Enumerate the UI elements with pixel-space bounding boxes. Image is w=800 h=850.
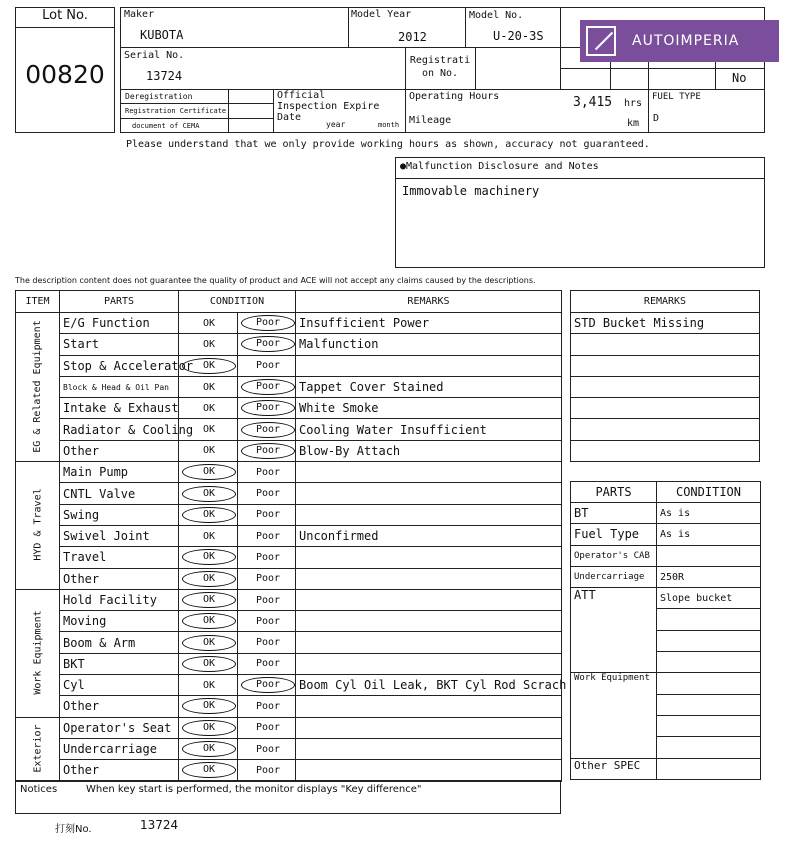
poor-cell <box>238 760 296 781</box>
lot-number: 00820 <box>25 60 105 89</box>
part-name: Other <box>60 568 179 589</box>
remark-cell <box>296 589 562 610</box>
condition-table <box>15 290 567 782</box>
stamp-number: 13724 <box>140 818 179 832</box>
ok-cell <box>179 653 238 674</box>
poor-cell <box>238 376 296 397</box>
remark-cell <box>296 483 562 504</box>
serial-label: Serial No. <box>124 50 185 61</box>
ok-cell <box>179 483 238 504</box>
remark-cell <box>296 611 562 632</box>
ok-cell <box>179 462 238 483</box>
other-value <box>657 758 761 779</box>
att-value: Slope bucket <box>657 588 761 609</box>
ok-mark: OK <box>182 720 236 736</box>
ok-mark: OK <box>182 464 236 480</box>
remark-cell <box>296 738 562 759</box>
month-label: month <box>378 121 400 129</box>
category-label: Exterior <box>32 723 44 773</box>
category-label: EG & Related Equipment <box>32 319 44 453</box>
table-row <box>571 313 760 334</box>
work-value <box>657 694 761 715</box>
poor-cell <box>238 398 296 419</box>
poor-cell <box>238 589 296 610</box>
att-value <box>657 609 761 630</box>
table-row <box>16 568 562 589</box>
table-row <box>571 524 761 545</box>
other-label: Other SPEC <box>571 758 657 779</box>
table-row <box>16 504 562 525</box>
part-name: Main Pump <box>60 462 179 483</box>
table-row <box>16 419 562 440</box>
ok-cell <box>179 355 238 376</box>
part-name: E/G Function <box>60 313 179 334</box>
ok-mark: OK <box>182 635 236 651</box>
ok-cell <box>179 547 238 568</box>
ok-mark: OK <box>202 381 216 393</box>
part-name: Other <box>60 696 179 717</box>
ok-mark: OK <box>182 571 236 587</box>
part-name: Start <box>60 334 179 355</box>
part-name: Moving <box>60 611 179 632</box>
maker-value: KUBOTA <box>140 28 184 42</box>
att-value <box>657 630 761 651</box>
header-remarks: REMARKS <box>296 291 562 313</box>
fuel-type-label: FUEL TYPE <box>652 92 701 102</box>
att-value <box>657 652 761 673</box>
part-name: BKT <box>60 653 179 674</box>
ok-mark: OK <box>182 656 236 672</box>
remark-cell: White Smoke <box>296 398 562 419</box>
part-name: Block & Head & Oil Pan <box>60 376 179 397</box>
dereg-label: Deregistration <box>125 92 193 101</box>
right-condition-header: CONDITION <box>657 482 761 503</box>
work-label: Work Equipment <box>571 673 657 758</box>
category-cell <box>16 717 60 781</box>
remark-cell <box>296 355 562 376</box>
poor-mark: Poor <box>255 530 281 542</box>
ok-cell <box>179 675 238 696</box>
ok-cell <box>179 717 238 738</box>
right-remark-cell: STD Bucket Missing <box>571 313 760 334</box>
table-row <box>16 675 562 696</box>
fuel-type-value: D <box>653 113 660 124</box>
right-parts-table <box>570 481 761 780</box>
poor-cell <box>238 632 296 653</box>
poor-mark: Poor <box>255 360 281 372</box>
ok-mark: OK <box>182 507 236 523</box>
category-cell <box>16 462 60 590</box>
logo-text: AUTOIMPERIA <box>632 33 740 49</box>
ok-mark: OK <box>182 762 236 778</box>
poor-mark: Poor <box>241 422 295 438</box>
poor-cell <box>238 355 296 376</box>
table-row <box>571 588 761 609</box>
ok-mark: OK <box>182 698 236 714</box>
ok-mark: OK <box>202 530 216 542</box>
right-remark-cell <box>571 419 760 440</box>
right-remark-cell <box>571 355 760 376</box>
poor-cell <box>238 334 296 355</box>
poor-mark: Poor <box>255 466 281 478</box>
table-row <box>16 632 562 653</box>
table-row <box>16 589 562 610</box>
poor-cell <box>238 440 296 461</box>
part-name: Hold Facility <box>60 589 179 610</box>
poor-cell <box>238 504 296 525</box>
table-row <box>16 525 562 546</box>
poor-cell <box>238 483 296 504</box>
description-disclaimer: The description content does not guarantee the quality of product and ACE will not accept any claims caused by the descriptions. <box>15 276 536 285</box>
ok-cell <box>179 525 238 546</box>
table-row <box>16 440 562 461</box>
ok-cell <box>179 376 238 397</box>
ok-mark: OK <box>182 613 236 629</box>
poor-mark: Poor <box>255 658 281 670</box>
poor-cell <box>238 653 296 674</box>
ok-cell <box>179 589 238 610</box>
ok-cell <box>179 696 238 717</box>
poor-mark: Poor <box>255 637 281 649</box>
work-value <box>657 673 761 694</box>
table-row <box>571 566 761 587</box>
poor-mark: Poor <box>255 700 281 712</box>
table-row <box>571 758 761 779</box>
poor-mark: Poor <box>255 488 281 500</box>
poor-mark: Poor <box>255 764 281 776</box>
poor-mark: Poor <box>255 551 281 563</box>
part-condition: As is <box>657 524 761 545</box>
poor-cell <box>238 675 296 696</box>
logo-mark-icon <box>586 26 616 56</box>
table-row <box>571 545 761 566</box>
ok-cell <box>179 760 238 781</box>
poor-mark: Poor <box>241 315 295 331</box>
table-row <box>16 376 562 397</box>
header-parts: PARTS <box>60 291 179 313</box>
ok-mark: OK <box>202 317 216 329</box>
operating-hours-label: Operating Hours <box>409 91 500 102</box>
model-no-value: U-20-3S <box>493 29 544 43</box>
remark-cell: Blow-By Attach <box>296 440 562 461</box>
table-row <box>16 398 562 419</box>
remark-cell <box>296 504 562 525</box>
table-row <box>571 398 760 419</box>
ok-mark: OK <box>182 358 236 374</box>
model-year-value: 2012 <box>398 30 427 44</box>
part-name: Swing <box>60 504 179 525</box>
ok-cell <box>179 313 238 334</box>
remark-cell: Tappet Cover Stained <box>296 376 562 397</box>
poor-mark: Poor <box>255 615 281 627</box>
ac-value: No <box>732 71 747 85</box>
category-cell <box>16 589 60 717</box>
part-name: Stop & Accelerator <box>60 355 179 376</box>
part-name: Travel <box>60 547 179 568</box>
poor-cell <box>238 525 296 546</box>
part-name: Cyl <box>60 675 179 696</box>
poor-mark: Poor <box>241 677 295 693</box>
table-row <box>571 503 761 524</box>
part-label: Operator's CAB <box>571 545 657 566</box>
part-name: Other <box>60 440 179 461</box>
table-row <box>16 547 562 568</box>
hours-disclaimer: Please understand that we only provide working hours as shown, accuracy not guaranteed. <box>126 139 650 150</box>
table-row <box>16 653 562 674</box>
table-row <box>16 760 562 781</box>
maker-label: Maker <box>124 9 155 20</box>
poor-cell <box>238 568 296 589</box>
part-name: Boom & Arm <box>60 632 179 653</box>
part-label: BT <box>571 503 657 524</box>
ok-cell <box>179 632 238 653</box>
remark-cell: Malfunction <box>296 334 562 355</box>
category-cell <box>16 313 60 462</box>
reg-cert-label: Registration Certificate <box>125 107 227 115</box>
poor-mark: Poor <box>255 743 281 755</box>
right-remark-cell <box>571 376 760 397</box>
poor-cell <box>238 717 296 738</box>
table-row <box>571 673 761 694</box>
remark-cell <box>296 717 562 738</box>
ok-mark: OK <box>182 486 236 502</box>
autoimperia-logo <box>580 20 779 62</box>
ok-mark: OK <box>202 338 216 350</box>
table-row <box>16 611 562 632</box>
poor-mark: Poor <box>255 573 281 585</box>
ok-mark: OK <box>202 402 216 414</box>
part-label: Undercarriage <box>571 566 657 587</box>
part-name: CNTL Valve <box>60 483 179 504</box>
remark-cell: Cooling Water Insufficient <box>296 419 562 440</box>
ok-cell <box>179 611 238 632</box>
km-label: km <box>627 118 640 129</box>
stamp-label: 打刻No. <box>55 824 92 835</box>
remark-cell <box>296 462 562 483</box>
poor-mark: Poor <box>255 594 281 606</box>
ok-mark: OK <box>202 424 216 436</box>
remark-cell: Boom Cyl Oil Leak, BKT Cyl Rod Scrach <box>296 675 562 696</box>
table-row <box>16 313 562 334</box>
ok-mark: OK <box>182 741 236 757</box>
ok-cell <box>179 440 238 461</box>
ok-cell <box>179 398 238 419</box>
part-condition: As is <box>657 503 761 524</box>
table-row <box>16 462 562 483</box>
remark-cell: Unconfirmed <box>296 525 562 546</box>
remark-cell <box>296 547 562 568</box>
ok-cell <box>179 738 238 759</box>
part-name: Other <box>60 760 179 781</box>
poor-mark: Poor <box>241 336 295 352</box>
poor-cell <box>238 738 296 759</box>
year-label: year <box>326 120 346 129</box>
remark-cell <box>296 760 562 781</box>
poor-cell <box>238 419 296 440</box>
table-row <box>16 696 562 717</box>
cema-label: document of CEMA <box>132 122 200 130</box>
remark-cell <box>296 696 562 717</box>
ok-cell <box>179 568 238 589</box>
registration-label: Registrati on No. <box>409 55 471 79</box>
poor-mark: Poor <box>255 722 281 734</box>
header-item: ITEM <box>16 291 60 313</box>
mileage-label: Mileage <box>409 115 452 126</box>
table-row <box>571 334 760 355</box>
table-row <box>571 376 760 397</box>
right-remarks-table <box>570 290 760 462</box>
notices-text: When key start is performed, the monitor displays "Key difference" <box>86 784 422 795</box>
malfunction-title: ●Malfunction Disclosure and Notes <box>400 161 599 172</box>
poor-cell <box>238 696 296 717</box>
model-no-label: Model No. <box>469 10 524 21</box>
poor-mark: Poor <box>241 443 295 459</box>
table-row <box>571 355 760 376</box>
ok-mark: OK <box>202 445 216 457</box>
part-label: Fuel Type <box>571 524 657 545</box>
table-row <box>16 483 562 504</box>
work-value <box>657 715 761 736</box>
table-row <box>16 717 562 738</box>
remark-cell <box>296 632 562 653</box>
att-label: ATT <box>571 588 657 673</box>
part-condition <box>657 545 761 566</box>
hrs-label: hrs <box>624 98 643 109</box>
table-row <box>16 334 562 355</box>
malfunction-text: Immovable machinery <box>402 184 540 198</box>
poor-cell <box>238 611 296 632</box>
poor-mark: Poor <box>241 379 295 395</box>
part-name: Undercarriage <box>60 738 179 759</box>
category-label: Work Equipment <box>32 610 44 695</box>
remark-cell <box>296 653 562 674</box>
inspection-label: Official Inspection Expire Date <box>277 90 380 123</box>
header-condition: CONDITION <box>179 291 296 313</box>
right-remark-cell <box>571 440 760 461</box>
part-name: Radiator & Cooling <box>60 419 179 440</box>
table-row <box>571 440 760 461</box>
table-row <box>16 738 562 759</box>
part-condition: 250R <box>657 566 761 587</box>
part-name: Swivel Joint <box>60 525 179 546</box>
malfunction-box <box>395 157 765 268</box>
poor-mark: Poor <box>255 509 281 521</box>
table-row <box>16 355 562 376</box>
ok-cell <box>179 504 238 525</box>
ok-cell <box>179 334 238 355</box>
lot-label: Lot No. <box>42 8 88 23</box>
ok-mark: OK <box>182 549 236 565</box>
category-label: HYD & Travel <box>32 488 44 561</box>
remark-cell <box>296 568 562 589</box>
poor-cell <box>238 462 296 483</box>
serial-value: 13724 <box>146 69 183 83</box>
work-value <box>657 737 761 758</box>
part-name: Intake & Exhaust <box>60 398 179 419</box>
right-parts-header: PARTS <box>571 482 657 503</box>
part-name: Operator's Seat <box>60 717 179 738</box>
poor-cell <box>238 547 296 568</box>
right-remarks-header: REMARKS <box>571 291 760 313</box>
remark-cell: Insufficient Power <box>296 313 562 334</box>
notices-label: Notices <box>20 784 58 795</box>
right-remark-cell <box>571 398 760 419</box>
right-remark-cell <box>571 334 760 355</box>
poor-cell <box>238 313 296 334</box>
operating-hours-value: 3,415 <box>573 95 613 110</box>
ok-mark: OK <box>182 592 236 608</box>
table-row <box>571 419 760 440</box>
model-year-label: Model Year <box>351 9 412 20</box>
poor-mark: Poor <box>241 400 295 416</box>
ok-mark: OK <box>202 679 216 691</box>
